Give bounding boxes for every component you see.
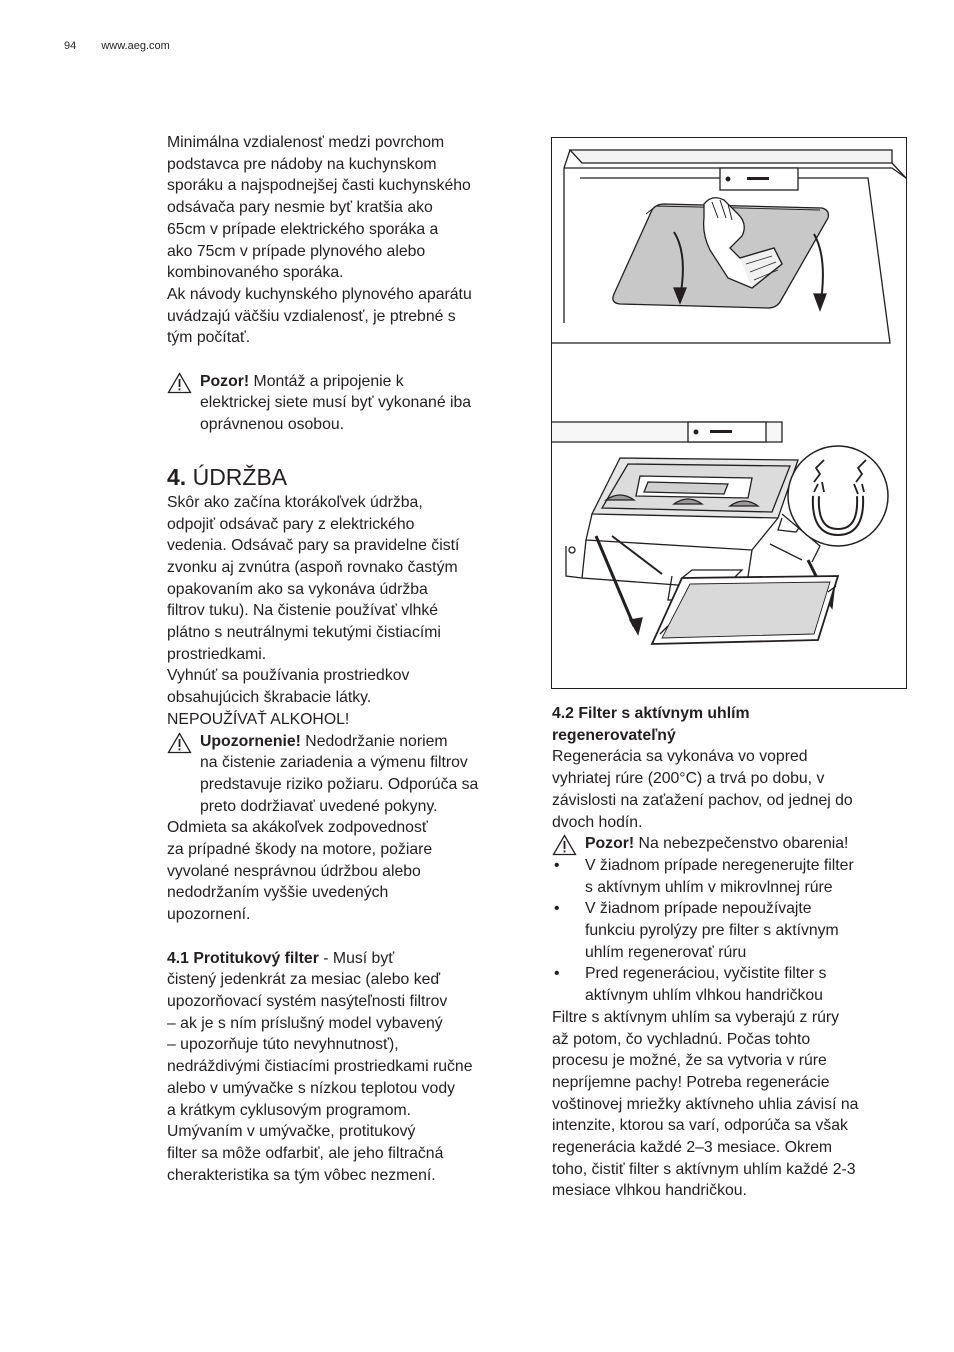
warning-text: na čistenie zariadenia a výmenu filtrov	[200, 754, 468, 772]
text-line: mesiace vlhkou handričkou.	[552, 1182, 747, 1200]
text-line: upozorňovací systém nasýteľnosti filtrov	[167, 992, 448, 1010]
text-line: V žiadnom prípade nepoužívajte	[585, 900, 812, 918]
text-line: obsahujúcich škrabacie látky.	[167, 689, 372, 707]
subsection-title: 4.1 Protitukový filter	[167, 949, 319, 967]
text-line: NEPOUŽÍVAŤ ALKOHOL!	[167, 710, 350, 728]
warning-text: elektrickej siete musí byť vykonané iba	[200, 394, 472, 412]
text-line: ako 75cm v prípade plynového alebo	[167, 242, 426, 260]
text-line: plátno s neutrálnymi tekutými čistiacími	[167, 624, 441, 642]
warning-triangle-icon	[552, 834, 577, 856]
page-number: 94	[64, 40, 77, 52]
left-column	[167, 132, 527, 1186]
text-line: - Musí byť	[318, 949, 395, 967]
text-line: až potom, čo vychladnú. Počas tohto	[552, 1030, 811, 1048]
text-line: uvádzajú väčšiu vzdialenosť, je ptrebné s	[167, 307, 456, 325]
closing-paragraph	[552, 1007, 912, 1202]
warning-triangle-icon	[167, 732, 192, 754]
text-line: zvonku aj zvnútra (aspoň rovnako častým	[167, 558, 458, 576]
page-header	[64, 40, 170, 52]
text-line: filter sa môže odfarbiť, ale jeho filtračná	[167, 1144, 444, 1162]
text-line: tým počítať.	[167, 329, 251, 347]
bullet-icon: •	[554, 856, 560, 874]
text-line: Pred regeneráciou, vyčistite filter s	[585, 965, 827, 983]
disclaimer-paragraph	[167, 817, 527, 926]
text-line: nedráždivými čistiacími prostriedkami ručne	[167, 1058, 473, 1076]
text-line: dvoch hodín.	[552, 813, 643, 831]
text-line: Regenerácia sa vykonáva vo vopred	[552, 748, 808, 766]
text-line: regenerácia každé 2–3 mesiace. Okrem	[552, 1139, 833, 1157]
subsection-title: 4.2 Filter s aktívnym uhlím	[552, 705, 750, 722]
text-line: odsávača pary nesmie byť kratšia ako	[167, 199, 433, 217]
list-item	[552, 855, 912, 898]
text-line: nepríjemne pachy! Potreba regenerácie	[552, 1073, 830, 1091]
text-line: funkciu pyrolýzy pre filter s aktívnym	[585, 922, 839, 940]
text-line: uhlím regenerovať rúru	[585, 943, 747, 961]
warning-label: Pozor!	[585, 835, 635, 853]
text-line: závislosti na zaťažení pachov, od jednej do	[552, 791, 853, 809]
figure-filter-removal	[551, 364, 907, 689]
text-line: za prípadné škody na motore, požiare	[167, 841, 433, 859]
text-line: alebo v umývačke s nízkou teplotou vody	[167, 1079, 456, 1097]
text-line: intenzite, ktorou sa varí, odporúča sa však	[552, 1117, 848, 1135]
maintenance-paragraph	[167, 492, 527, 731]
text-line: – ak je s ním príslušný model vybavený	[167, 1014, 443, 1032]
warning-text: Nedodržanie noriem	[300, 732, 448, 750]
text-line: čistený jedenkrát za mesiac (alebo keď	[167, 971, 441, 989]
text-line: toho, čistiť filter s aktívnym uhlím každé 2-3	[552, 1160, 856, 1178]
text-line: prostriedkami.	[167, 645, 267, 663]
text-line: nedodržaním vyššie uvedených	[167, 884, 389, 902]
text-line: a krátkym cyklusovým programom.	[167, 1101, 412, 1119]
grease-filter-removal-illustration	[552, 364, 906, 688]
text-line: 65cm v prípade elektrického sporáka a	[167, 220, 439, 238]
list-item	[552, 963, 912, 1006]
warning-text: predstavuje riziko požiaru. Odporúča sa	[200, 775, 479, 793]
text-line: vedenia. Odsávač pary sa pravidelne čistí	[167, 537, 460, 555]
warning-label: Pozor!	[200, 372, 250, 390]
figure-hood-panel	[551, 137, 907, 366]
text-line: aktívnym uhlím vlhkou handričkou	[585, 987, 823, 1005]
text-line: procesu je možné, že sa vytvoria v rúre	[552, 1052, 827, 1070]
text-line: sporáku a najspodnejšej časti kuchynského	[167, 177, 471, 195]
warning-text: oprávnenou osobou.	[200, 416, 345, 434]
warning-text: preto dodržiavať uvedené pokyny.	[200, 797, 438, 815]
warning-triangle-icon	[167, 372, 192, 394]
warning-text: Montáž a pripojenie k	[249, 372, 404, 390]
text-line: Umývaním v umývačke, protitukový	[167, 1123, 416, 1141]
section-heading-maintenance: 4. ÚDRŽBA	[167, 463, 288, 490]
text-line: Minimálna vzdialenosť medzi povrchom	[167, 134, 445, 151]
text-line: filtrov tuku). Na čistenie používať vlhké	[167, 602, 439, 620]
warning-text: Na nebezpečenstvo obarenia!	[634, 835, 849, 853]
text-line: vyvolané nesprávnou údržbou alebo	[167, 862, 421, 880]
text-line: Vyhnúť sa používania prostriedkov	[167, 667, 410, 685]
text-line: upozornení.	[167, 906, 251, 924]
warning-installation	[167, 371, 527, 436]
warning-scalding	[552, 833, 912, 855]
carbon-filter-section	[552, 703, 912, 833]
text-line: voštinovej mriežky aktívneho uhlia závisí na	[552, 1095, 859, 1113]
list-item	[552, 898, 912, 963]
right-column	[552, 703, 912, 1202]
text-line: V žiadnom prípade neregenerujte filter	[585, 856, 854, 874]
text-line: s aktívnym uhlím v mikrovlnnej rúre	[585, 878, 833, 896]
website: www.aeg.com	[101, 40, 170, 52]
text-line: vyhriatej rúre (200°C) a trvá po dobu, v	[552, 770, 825, 788]
grease-filter-section	[167, 948, 527, 1187]
text-line: Odmieta sa akákoľvek zodpovednosť	[167, 819, 428, 837]
warning-label: Upozornenie!	[200, 732, 301, 750]
text-line: Ak návody kuchynského plynového aparátu	[167, 285, 472, 303]
hood-panel-open-illustration	[552, 138, 906, 365]
bullet-icon: •	[554, 900, 560, 918]
text-line: opakovaním ako sa vykonáva údržba	[167, 580, 428, 598]
text-line: podstavca pre nádoby na kuchynskom	[167, 155, 437, 173]
text-line: – upozorňuje túto nevyhnutnosť),	[167, 1036, 399, 1054]
text-line: Skôr ako začína ktorákoľvek údržba,	[167, 493, 423, 511]
bullet-icon: •	[554, 965, 560, 983]
text-line: odpojiť odsávač pary z elektrického	[167, 515, 415, 533]
text-line: kombinovaného sporáka.	[167, 264, 344, 282]
intro-paragraph	[167, 132, 527, 349]
warning-fire-risk	[167, 731, 527, 818]
text-line: Filtre s aktívnym uhlím sa vyberajú z rúry	[552, 1008, 840, 1026]
text-line: cherakteristika sa tým vôbec nezmení.	[167, 1166, 436, 1184]
subsection-title: regenerovateľný	[552, 726, 676, 744]
